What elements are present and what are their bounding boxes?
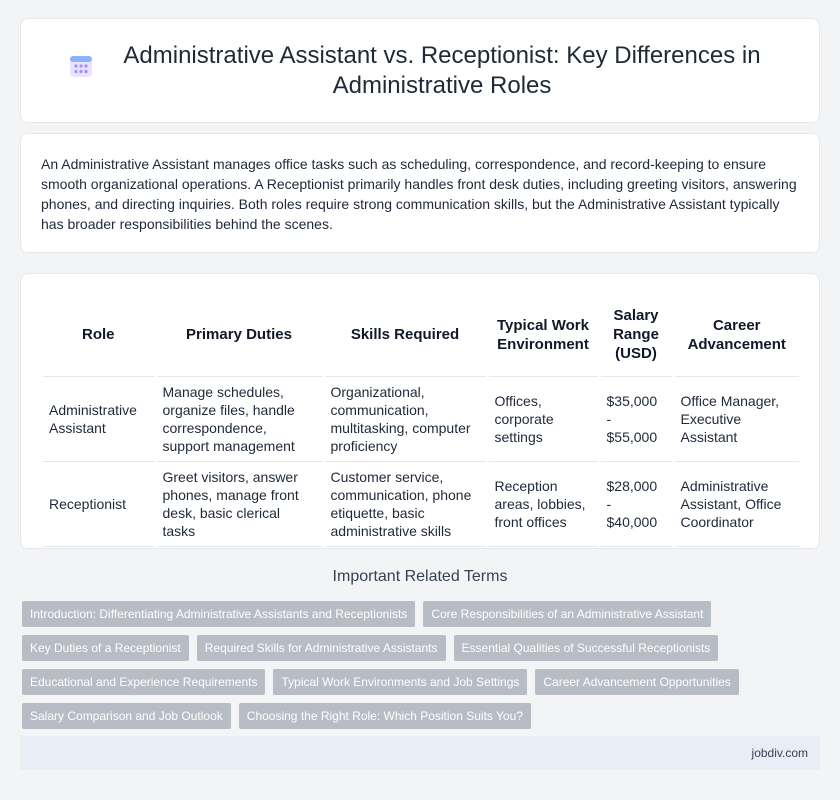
related-term-tag[interactable]: Introduction: Differentiating Administrative Assistants and Receptionists (22, 601, 415, 627)
table-cell: Manage schedules, organize files, handle correspondence, support management (155, 376, 323, 461)
related-term-tag[interactable]: Essential Qualities of Successful Receptionists (454, 635, 719, 661)
column-header: Typical Work Environment (487, 294, 599, 376)
intro-card (20, 133, 820, 253)
column-header: Primary Duties (155, 294, 323, 376)
column-header: Skills Required (323, 294, 487, 376)
footer-site-link[interactable]: jobdiv.com (751, 746, 808, 760)
table-row (43, 461, 799, 546)
table-header-row (43, 294, 799, 376)
column-header: Career Advancement (673, 294, 799, 376)
related-terms-title: Important Related Terms (332, 568, 508, 585)
header-card (20, 18, 820, 123)
page-title: Administrative Assistant vs. Receptionist: Key Differences in Administrative Roles (123, 41, 761, 99)
intro-text: An Administrative Assistant manages office tasks such as scheduling, correspondence, and record-keeping to ensure smooth organizational operations. A Receptionist primarily handles front desk duties, including greeting visitors, answering phones, and directing inquiries. Both roles require strong communication skills, but the Administrative Assistant typically has broader responsibilities behind the scenes. (41, 156, 797, 232)
related-term-tag[interactable]: Career Advancement Opportunities (535, 669, 738, 695)
table-cell: Organizational, communication, multitasking, computer proficiency (323, 376, 487, 461)
table-row (43, 376, 799, 461)
table-cell: Office Manager, Executive Assistant (673, 376, 799, 461)
related-term-tag[interactable]: Choosing the Right Role: Which Position Suits You? (239, 703, 531, 729)
table-cell: Receptionist (43, 461, 155, 546)
related-term-tag[interactable]: Typical Work Environments and Job Settings (273, 669, 527, 695)
table-cell: Offices, corporate settings (487, 376, 599, 461)
related-term-tag[interactable]: Salary Comparison and Job Outlook (22, 703, 231, 729)
table-cell: Administrative Assistant (43, 376, 155, 461)
table-cell: $28,000 - $40,000 (599, 461, 673, 546)
table-cell: Administrative Assistant, Office Coordinator (673, 461, 799, 546)
calendar-icon (68, 53, 94, 79)
table-cell: Greet visitors, answer phones, manage front desk, basic clerical tasks (155, 461, 323, 546)
table-cell: Reception areas, lobbies, front offices (487, 461, 599, 546)
column-header: Role (43, 294, 155, 376)
column-header: Salary Range (USD) (599, 294, 673, 376)
footer (20, 736, 820, 770)
table-cell: $35,000 - $55,000 (599, 376, 673, 461)
related-term-tag[interactable]: Core Responsibilities of an Administrative Assistant (423, 601, 711, 627)
related-term-tag[interactable]: Key Duties of a Receptionist (22, 635, 189, 661)
comparison-table-card (20, 273, 820, 549)
related-term-tag[interactable]: Educational and Experience Requirements (22, 669, 265, 695)
related-term-tag[interactable]: Required Skills for Administrative Assistants (197, 635, 446, 661)
related-terms-list (22, 601, 822, 737)
table-cell: Customer service, communication, phone etiquette, basic administrative skills (323, 461, 487, 546)
comparison-table (43, 294, 799, 547)
